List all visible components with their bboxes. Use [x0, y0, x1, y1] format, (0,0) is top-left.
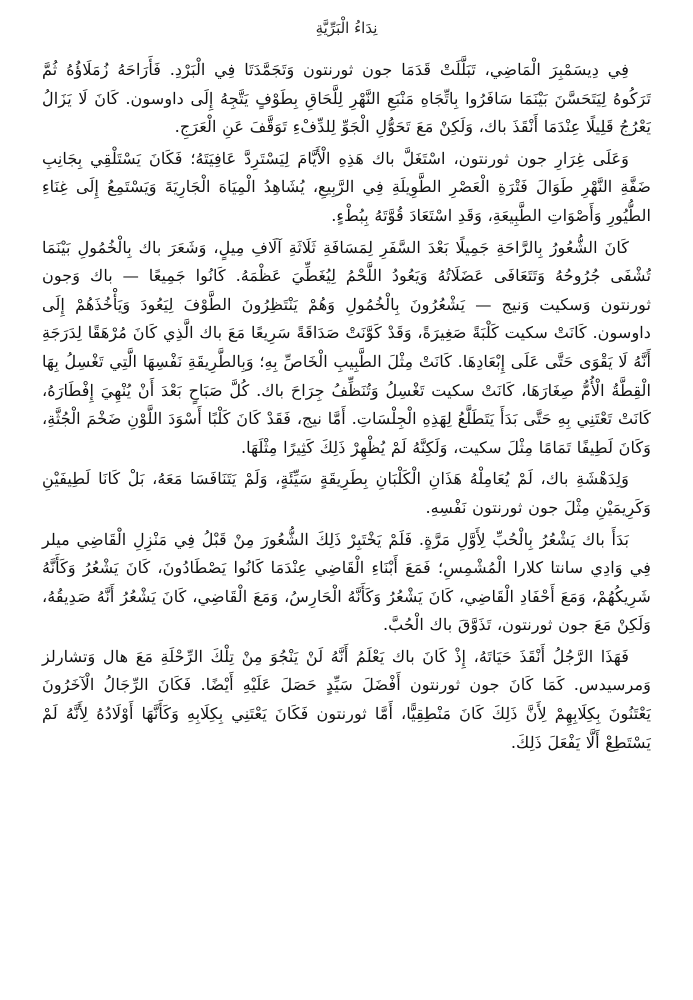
paragraph-6: فَهَذَا الرَّجُلُ أَنْقَذَ حَيَاتَهُ، إِذْ كَانَ باك يَعْلَمُ أَنَّهُ لَنْ يَنْجُوَ مِنْ تِلْكَ الرِّحْلَةِ مَعَ هال وَتشارلز وَمرسيدس. كَمَا كَانَ جون ثورنتون أَفْضَلَ سَيِّدٍ حَصَلَ عَلَيْهِ أَيْضًا. فَكَانَ الرِّجَالُ الْآخَرُونَ يَعْتَنُونَ بِكِلَابِهِمْ لِأَنَّ ذَلِكَ كَانَ مَنْطِقِيًّا، أَمَّا ثورنتون فَكَانَ يَعْتَنِي بِكِلَابِهِ وَكَأَنَّهَا أَوْلَادُهُ لِأَنَّهُ لَمْ يَسْتَطِعْ أَلَّا يَفْعَلَ ذَلِكَ.	[42, 646, 651, 752]
paragraph-5: بَدَأَ باك يَشْعُرُ بِالْحُبِّ لِأَوَّلِ مَرَّةٍ. فَلَمْ يَخْتَبِرْ ذَلِكَ الشُّعُورَ مِنْ قَبْلُ فِي مَنْزِلِ الْقَاضِي ميلر فِي وَادِي سانتا كلارا الْمُشْمِسِ؛ فَمَعَ أَبْنَاءِ الْقَاضِي عِنْدَمَا كَانُوا يَصْطَادُونَ، كَانَ يَشْعُرُ وَكَأَنَّهُ شَرِيكُهُمْ، وَمَعَ أَحْفَادِ الْقَاضِي، كَانَ يَشْعُرُ وَكَأَنَّهُ الْحَارِسُ، وَمَعَ الْقَاضِي، كَانَ يَشْعُرُ أَنَّهُ صَدِيقُهُ، وَلَكِنْ مَعَ جون ثورنتون، تَذَوَّقَ باك الْحُبَّ.	[42, 529, 651, 635]
paragraph-2: وَعَلَى غِرَارِ جون ثورنتون، اسْتَغَلَّ باك هَذِهِ الْأَيَّامَ لِيَسْتَرِدَّ عَافِيَتَهُ؛ فَكَانَ يَسْتَلْقِي بِجَانِبِ ضَفَّةِ النَّهْرِ طَوَالَ فَتْرَةِ الْعَصْرِ الطَّوِيلَةِ فِي الرَّبِيعِ، يُشَاهِدُ الْمِيَاهَ الْجَارِيَةَ وَيَسْتَمِعُ إِلَى غِنَاءِ الطُّيُورِ وَأَصْوَاتِ الطَّبِيعَةِ، وَقَدِ اسْتَعَادَ قُوَّتَهُ بِبُطْءٍ.	[42, 148, 651, 225]
paragraph-4: وَلِدَهْشَةِ باك، لَمْ يُعَامِلْهُ هَذَانِ الْكَلْبَانِ بِطَرِيقَةٍ سَيِّئَةٍ، وَلَمْ يَتَنَافَسَا مَعَهُ، بَلْ كَانَا لَطِيفَيْنِ وَكَرِيمَيْنِ مِثْلَ جون ثورنتون نَفْسِهِ.	[42, 469, 651, 517]
paragraph-1: فِي دِيسَمْبِرَ الْمَاضِي، تَبَلَّلَتْ قَدَمَا جون ثورنتون وَتَجَمَّدَتَا فِي الْبَرْدِ. فَأَرَاحَهُ زُمَلَاؤُهُ ثُمَّ تَرَكُوهُ لِيَتَحَسَّنَ بَيْنَمَا سَافَرُوا بِاتِّجَاهِ مَنْبَعِ النَّهْرِ لِلَّحَاقِ بِطَوْفٍ يَتَّجِهُ إِلَى داوسون. كَانَ لَا يَزَالُ يَعْرُجُ قَلِيلًا عِنْدَمَا أَنْقَذَ باك، وَلَكِنْ مَعَ تَحَوُّلِ الْجَوِّ لِلدِّفْءِ تَوَقَّفَ عَنِ الْعَرَجِ.	[42, 60, 651, 137]
paragraph-3: كَانَ الشُّعُورُ بِالرَّاحَةِ جَمِيلًا بَعْدَ السَّفَرِ لِمَسَافَةِ ثَلَاثَةِ آلَافِ مِيلٍ، وَشَعَرَ باك بِالْخُمُولِ بَيْنَمَا تُشْفَى جُرُوحُهُ وَتَتَعَافَى عَضَلَاتُهُ وَيَعُودُ اللَّحْمُ لِيُغَطِّيَ عَظْمَهُ. كَانُوا جَمِيعًا — باك وَجون ثورنتون وَسكيت وَنيج — يَشْعُرُونَ بِالْخُمُولِ وَهُمْ يَنْتَظِرُونَ الطَّوْفَ لِيَعُودَ وَيَأْخُذَهُمْ إِلَى داوسون. كَانَتْ سكيت كَلْبَةً صَغِيرَةً، وَقَدْ كَوَّنَتْ صَدَاقَةً سَرِيعًا مَعَ باك الَّذِي كَانَ مُرْهَقًا لِدَرَجَةِ أَنَّهُ لَا يَقْوَى حَتَّى عَلَى إِبْعَادِهَا. كَانَتْ مِثْلَ الطَّبِيبِ الْخَاصِّ بِهِ؛ وَبِالطَّرِيقَةِ نَفْسِهَا الَّتِي تَغْسِلُ بِهَا الْقِطَّةُ الْأُمُّ صِغَارَهَا، كَانَتْ سكيت تَغْسِلُ وَتُنَظِّفُ جِرَاحَ باك. كُلَّ صَبَاحٍ بَعْدَ أَنْ يُنْهِيَ إِفْطَارَهُ، كَانَتْ تَعْتَنِي بِهِ حَتَّى بَدَأَ يَتَطَلَّعُ لِهَذِهِ الْجِلْسَاتِ. أَمَّا نيج، فَقَدْ كَانَ كَلْبًا أَسْوَدَ اللَّوْنِ ضَخْمَ الْجُثَّةِ، وَكَانَ لَطِيفًا تَمَامًا مِثْلَ سكيت، وَلَكِنَّهُ لَمْ يُظْهِرْ ذَلِكَ كَثِيرًا مِثْلَهَا.	[42, 237, 651, 457]
running-head: نِدَاءُ الْبَرِّيَّةِ	[315, 19, 378, 37]
